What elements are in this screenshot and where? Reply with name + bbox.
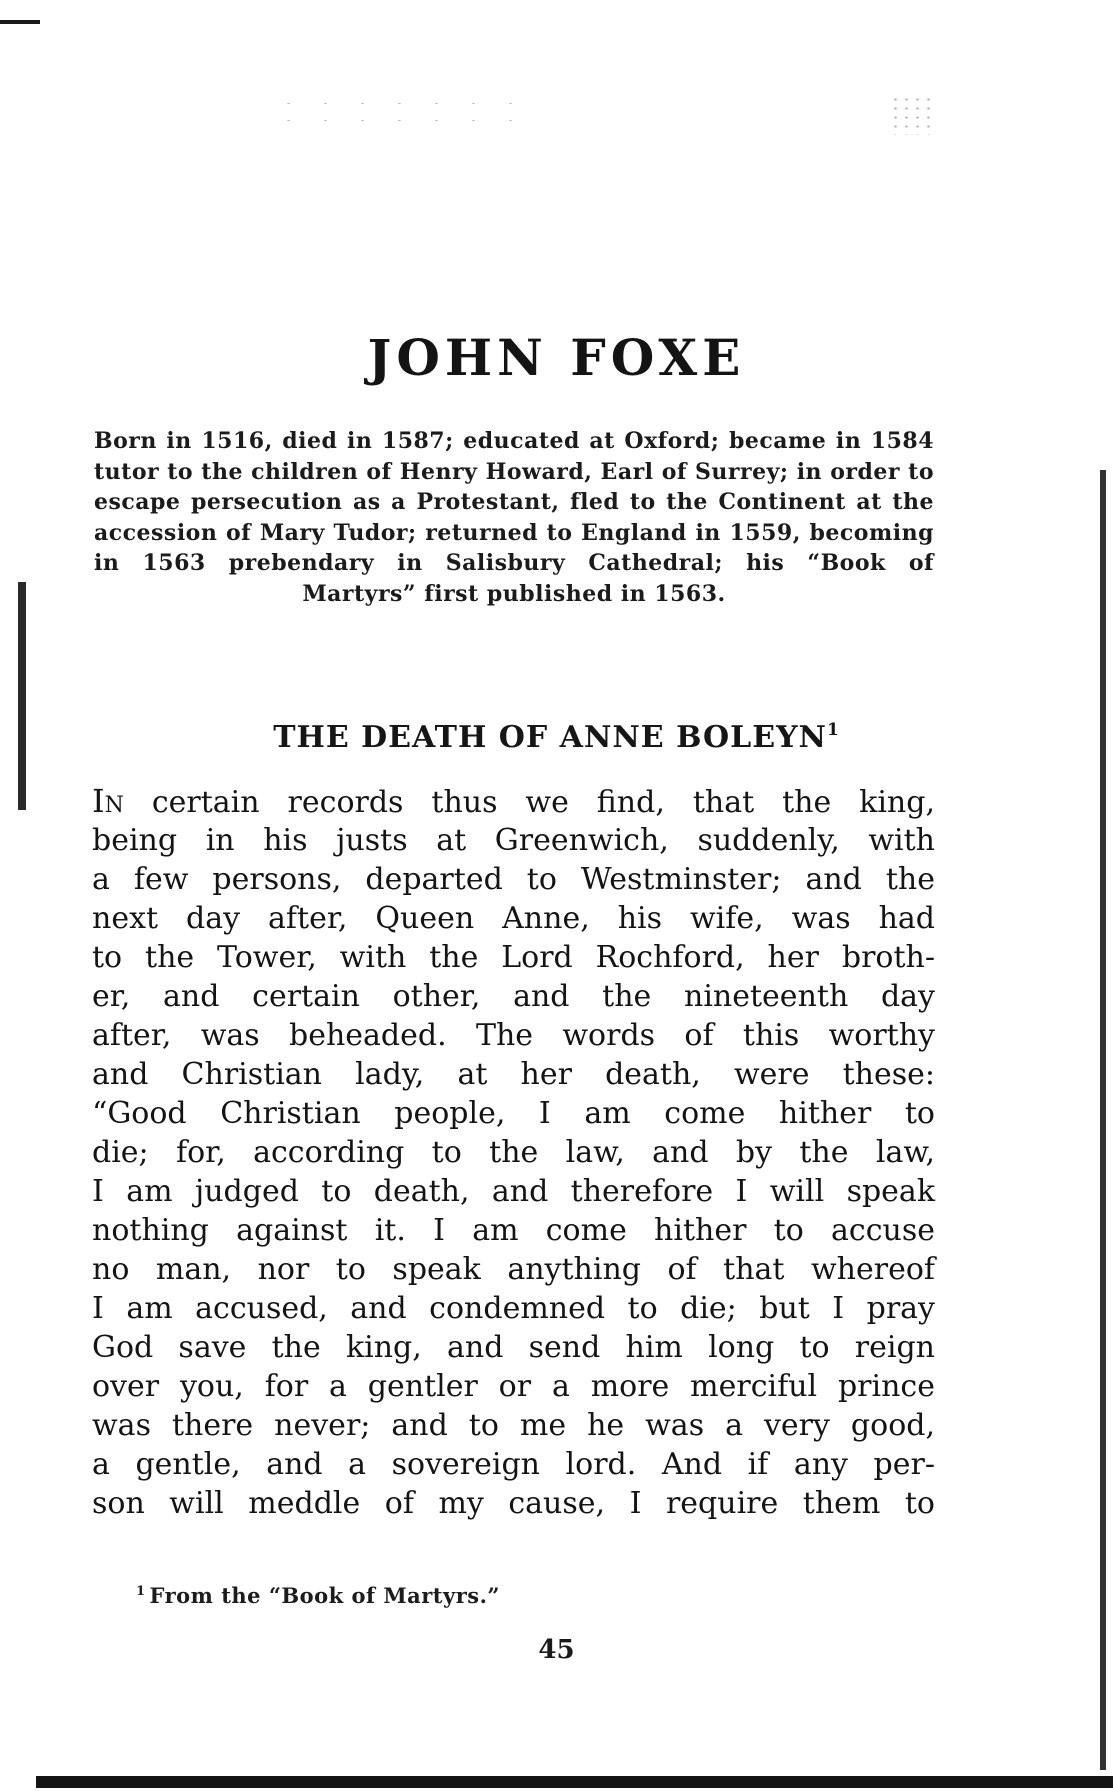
body-text <box>92 782 935 1523</box>
page-number: 45 <box>538 1635 575 1665</box>
body-line: I am accused, and condemned to die; but I pray <box>92 1291 935 1326</box>
body-line: God save the king, and send him long to reign <box>92 1330 935 1365</box>
body-line: die; for, according to the law, and by the law, <box>92 1135 935 1170</box>
body-line: In certain records thus we find, that the king, <box>92 782 935 820</box>
body-line: next day after, Queen Anne, his wife, was had <box>92 901 935 936</box>
scan-specks <box>270 95 530 135</box>
body-line: a few persons, departed to Westminster; and the <box>92 862 935 897</box>
footnote <box>136 1577 836 1611</box>
scan-mark-top-left <box>0 20 40 24</box>
footnote-mark: 1 <box>136 1584 146 1599</box>
drop-cap: In <box>92 782 124 820</box>
scan-bar-left <box>18 582 26 810</box>
body-line: I am judged to death, and therefore I will speak <box>92 1174 935 1209</box>
body-line: after, was beheaded. The words of this worthy <box>92 1018 935 1053</box>
body-line: son will meddle of my cause, I require them to <box>92 1486 935 1521</box>
body-line: er, and certain other, and the nineteenth day <box>92 979 935 1014</box>
scan-rule-bottom <box>36 1776 1113 1788</box>
body-line: to the Tower, with the Lord Rochford, her broth- <box>92 940 935 975</box>
body-line: and Christian lady, at her death, were these: <box>92 1057 935 1092</box>
footnote-reference: 1 <box>826 720 840 740</box>
body-line: over you, for a gentler or a more merciful prince <box>92 1369 935 1404</box>
section-heading <box>0 710 1113 758</box>
body-line: nothing against it. I am come hither to accuse <box>92 1213 935 1248</box>
scan-bar-right <box>1100 470 1106 1770</box>
body-line: was there never; and to me he was a very good, <box>92 1408 935 1443</box>
body-line: “Good Christian people, I am come hither to <box>92 1096 935 1131</box>
body-line: a gentle, and a sovereign lord. And if any per- <box>92 1447 935 1482</box>
page-title: JOHN FOXE <box>367 328 746 387</box>
section-heading-text: THE DEATH OF ANNE BOLEYN <box>273 720 827 755</box>
footnote-text: From the “Book of Martyrs.” <box>149 1583 500 1608</box>
body-line: no man, nor to speak anything of that whereof <box>92 1252 935 1287</box>
body-line: being in his justs at Greenwich, suddenly, with <box>92 823 935 858</box>
author-bio: Born in 1516, died in 1587; educated at Oxford; became in 1584 tutor to the children of Henry Howard, Earl of Surrey; in order to escape persecution as a Protestant, fled to the Continent at the accession of Mary Tudor; returned to England in 1559, becoming in 1563 prebendary in Salisbury Cathedral; his “Book of Martyrs” first published in 1563. <box>94 428 934 607</box>
scan-specks-right <box>890 95 930 135</box>
